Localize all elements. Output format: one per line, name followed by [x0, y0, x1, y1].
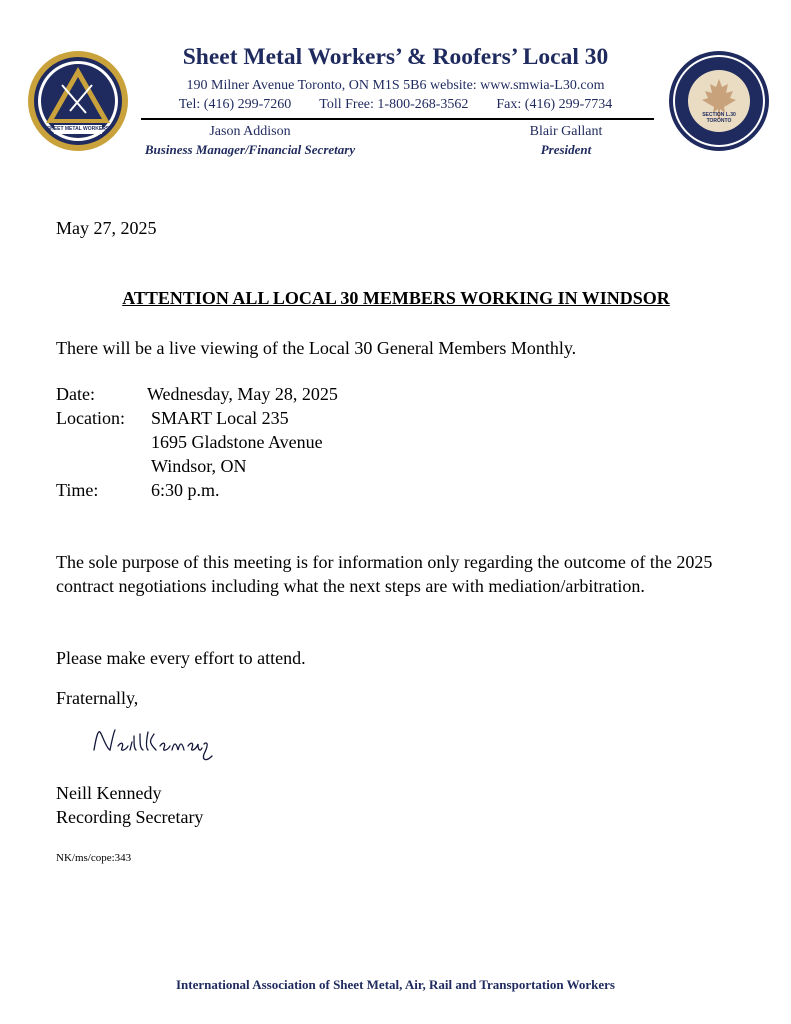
officer-title-president: President — [540, 142, 592, 157]
location-line: Windsor, ON — [151, 456, 247, 476]
contact-numbers — [140, 97, 651, 113]
closing-salutation: Fraternally, — [56, 688, 139, 708]
organization-name: Sheet Metal Workers’ & Roofers’ Local 30 — [182, 44, 609, 70]
purpose-paragraph: The sole purpose of this meeting is for information only regarding the outcome of the 2025 contract negotiations including what the next steps are with mediation/arbitration. — [56, 552, 713, 596]
time-label: Time: — [56, 480, 99, 500]
letterhead-divider — [141, 118, 654, 120]
left-logo-text: SHEET METAL WORKERS — [46, 126, 110, 132]
location-line: SMART Local 235 — [151, 408, 289, 428]
officer-title-business-manager: Business Manager/Financial Secretary — [144, 142, 356, 157]
time-value: 6:30 p.m. — [151, 480, 220, 500]
signer-title: Recording Secretary — [56, 807, 204, 827]
location-label: Location: — [56, 408, 125, 428]
telephone-number: Tel: (416) 299-7260 — [178, 97, 292, 112]
handwritten-signature — [88, 720, 218, 764]
officer-name-president: Blair Gallant — [529, 124, 603, 139]
right-seal-center-text: SECTION L.30 TORONTO — [702, 112, 736, 124]
fax-number: Fax: (416) 299-7734 — [496, 97, 613, 112]
date-label: Date: — [56, 384, 95, 404]
attendance-request: Please make every effort to attend. — [56, 648, 306, 668]
signer-name: Neill Kennedy — [56, 783, 162, 803]
intro-paragraph: There will be a live viewing of the Local 30 General Members Monthly. — [56, 338, 577, 358]
union-right-seal — [667, 49, 771, 153]
organization-address: 190 Milner Avenue Toronto, ON M1S 5B6 website: www.smwia-L30.com — [186, 78, 605, 93]
location-line: 1695 Gladstone Avenue — [151, 432, 323, 452]
letter-heading: ATTENTION ALL LOCAL 30 MEMBERS WORKING IN WINDSOR — [122, 288, 670, 308]
letter-date: May 27, 2025 — [56, 218, 157, 238]
union-left-logo — [26, 49, 130, 153]
footer-association-name: International Association of Sheet Metal, Air, Rail and Transportation Workers — [175, 977, 615, 992]
date-value: Wednesday, May 28, 2025 — [147, 384, 338, 404]
reference-initials: NK/ms/cope:343 — [56, 852, 132, 864]
officer-name-business-manager: Jason Addison — [209, 124, 291, 139]
toll-free-number: Toll Free: 1-800-268-3562 — [319, 97, 469, 112]
